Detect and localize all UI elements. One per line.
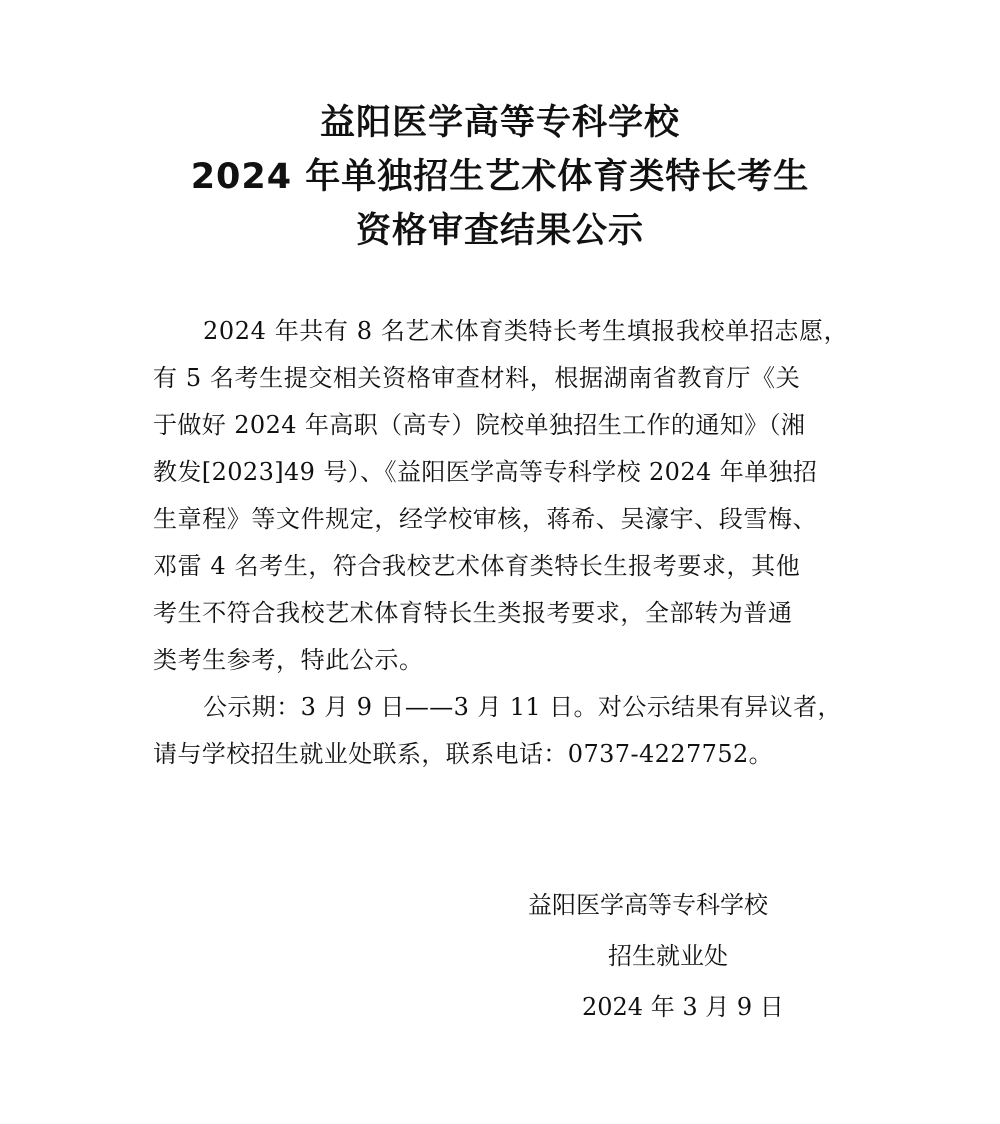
title-line-subject: 2024 年单独招生艺术体育类特长考生 bbox=[190, 157, 810, 197]
document-title bbox=[0, 96, 1000, 258]
paragraph-line: 有 5 名考生提交相关资格审查材料，根据湖南省教育厅《关 bbox=[153, 364, 801, 392]
signature-date: 2024 年 3 月 9 日 bbox=[582, 993, 784, 1021]
paragraph-line: 请与学校招生就业处联系，联系电话：0737-4227752。 bbox=[153, 740, 774, 768]
paragraph-line: 生章程》等文件规定，经学校审核，蒋希、吴濠宇、段雪梅、 bbox=[153, 505, 818, 533]
title-line-notice: 资格审查结果公示 bbox=[355, 211, 644, 251]
paragraph-line: 类考生参考，特此公示。 bbox=[153, 646, 424, 674]
signature-department: 招生就业处 bbox=[608, 942, 728, 970]
paragraph-line: 于做好 2024 年高职（高专）院校单独招生工作的通知》（湘 bbox=[153, 411, 806, 439]
paragraph-line: 教发[2023]49 号）、《益阳医学高等专科学校 2024 年单独招 bbox=[153, 458, 818, 486]
paragraph-line: 公示期：3 月 9 日——3 月 11 日。对公示结果有异议者， bbox=[203, 693, 842, 721]
paragraph-line: 邓雷 4 名考生，符合我校艺术体育类特长生报考要求，其他 bbox=[153, 552, 801, 580]
paragraph-line: 2024 年共有 8 名艺术体育类特长考生填报我校单招志愿， bbox=[203, 317, 849, 345]
signature-school: 益阳医学高等专科学校 bbox=[528, 891, 768, 919]
paragraph-line: 考生不符合我校艺术体育特长生类报考要求，全部转为普通 bbox=[153, 599, 793, 627]
paragraph-notice-period bbox=[153, 684, 863, 778]
document-body bbox=[153, 308, 863, 778]
paragraph-review-result bbox=[153, 308, 863, 684]
title-line-school: 益阳医学高等专科学校 bbox=[319, 103, 680, 143]
